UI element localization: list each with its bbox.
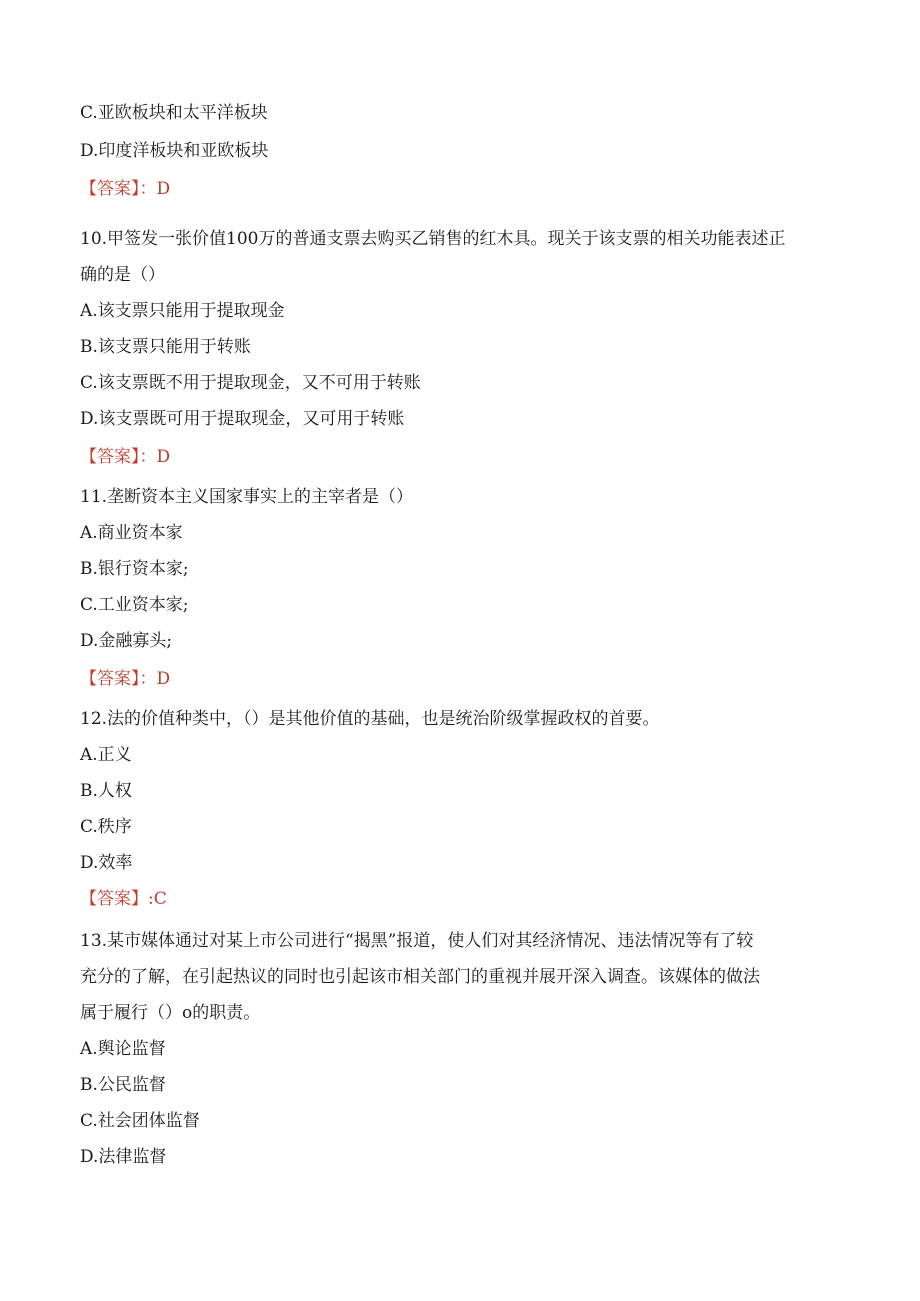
q12-answer: 【答案】:C	[80, 889, 167, 909]
q12-option-b: B.人权	[80, 781, 132, 801]
q11-option-d: D.金融寡头;	[80, 631, 173, 651]
q13-option-d: D.法律监督	[80, 1147, 167, 1167]
q10-option-d: D.该支票既可用于提取现金，又可用于转账	[80, 409, 405, 429]
q13-option-c: C.社会团体监督	[80, 1111, 200, 1131]
q12-stem: 12.法的价值种类中，（）是其他价值的基础，也是统治阶级掌握政权的首要。	[80, 709, 660, 729]
q11-option-b: B.银行资本家;	[80, 559, 189, 579]
q11-answer: 【答案】：D	[80, 669, 171, 689]
q13-option-a: A.舆论监督	[80, 1039, 166, 1059]
q13-stem-line1: 13.某市媒体通过对某上市公司进行“揭黑”报道，使人们对其经济情况、违法情况等有了较	[80, 931, 754, 951]
prev-answer: 【答案】：D	[80, 179, 171, 199]
q12-option-d: D.效率	[80, 853, 133, 873]
q11-option-a: A.商业资本家	[80, 523, 183, 543]
q10-option-c: C.该支票既不用于提取现金，又不可用于转账	[80, 373, 421, 393]
q12-option-a: A.正义	[80, 745, 132, 765]
q10-stem-line2: 确的是（）	[80, 265, 165, 285]
q10-option-a: A.该支票只能用于提取现金	[80, 301, 285, 321]
q10-stem-line1: 10.甲签发一张价值100万的普通支票去购买乙销售的红木具。现关于该支票的相关功能表述正	[80, 229, 786, 249]
q10-answer: 【答案】：D	[80, 447, 171, 467]
prev-option-d: D.印度洋板块和亚欧板块	[80, 141, 269, 161]
q12-option-c: C.秩序	[80, 817, 132, 837]
prev-option-c: C.亚欧板块和太平洋板块	[80, 103, 268, 123]
q13-option-b: B.公民监督	[80, 1075, 166, 1095]
q13-stem-line2: 充分的了解，在引起热议的同时也引起该市相关部门的重视并展开深入调查。该媒体的做法	[80, 967, 760, 987]
q11-stem: 11.垄断资本主义国家事实上的主宰者是（）	[80, 487, 414, 507]
q11-option-c: C.工业资本家;	[80, 595, 189, 615]
q10-option-b: B.该支票只能用于转账	[80, 337, 251, 357]
q13-stem-line3: 属于履行（）o的职责。	[80, 1003, 261, 1023]
